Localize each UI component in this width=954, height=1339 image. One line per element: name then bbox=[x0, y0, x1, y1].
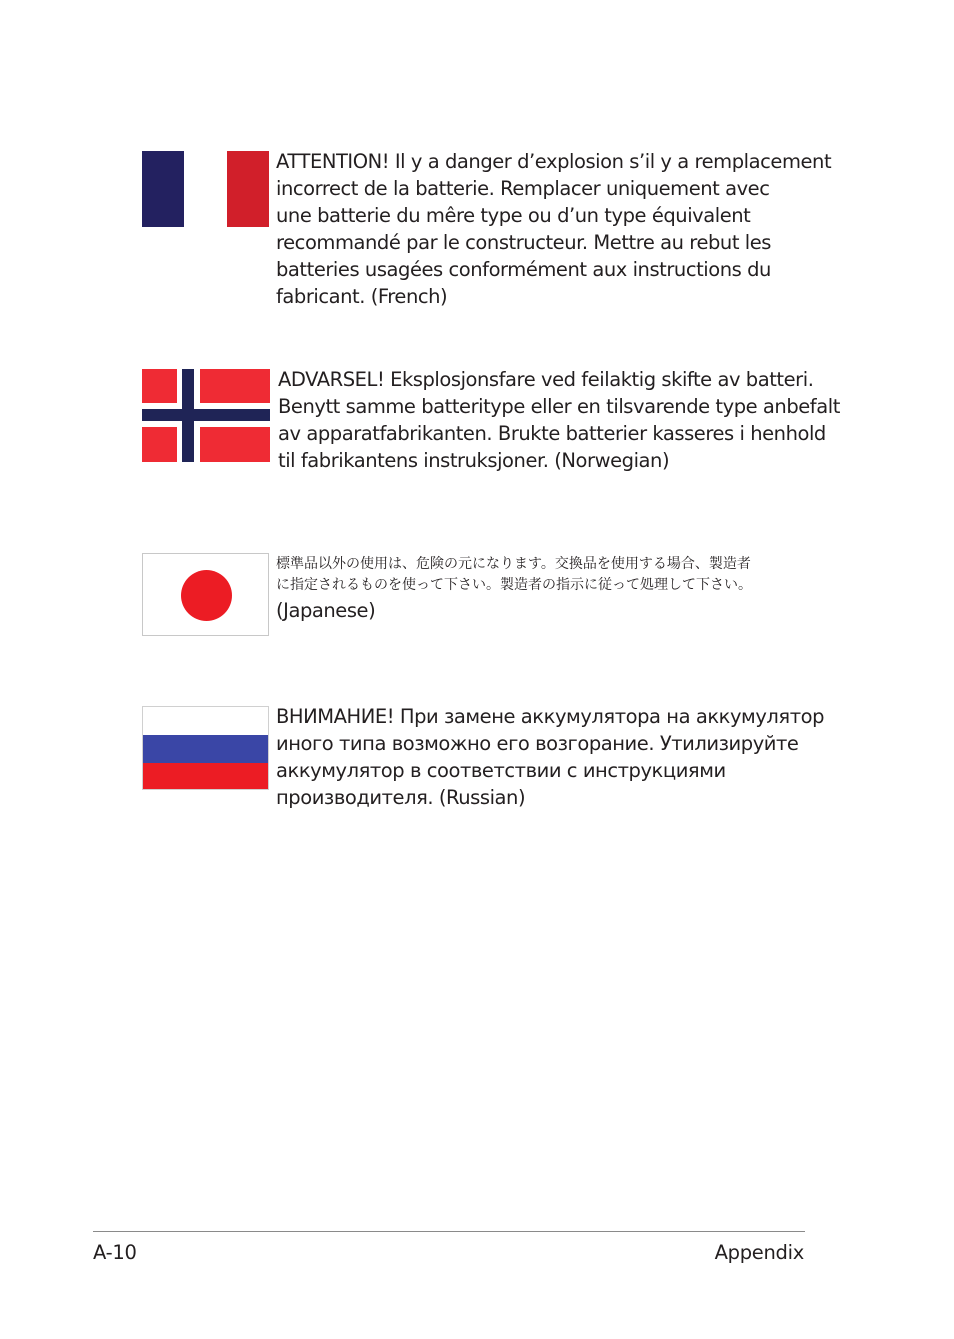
footer-divider bbox=[93, 1231, 805, 1232]
russia-flag-icon bbox=[142, 706, 269, 790]
norway-flag-icon bbox=[142, 369, 270, 462]
section-name: Appendix bbox=[714, 1241, 804, 1264]
russia-flag-white-stripe bbox=[143, 707, 268, 735]
warning-line: аккумулятор в соответствии с инструкциями bbox=[276, 759, 726, 782]
warning-line: に指定されるものを使って下さい。製造者の指示に従って処理して下さい。 bbox=[276, 577, 752, 593]
warning-line: (Japanese) bbox=[276, 599, 376, 622]
warning-line: ATTENTION! Il y a danger d’explosion s’il y a remplacement bbox=[276, 150, 832, 173]
france-flag-white-stripe bbox=[184, 151, 227, 227]
warning-block-japanese bbox=[142, 553, 812, 653]
japan-flag-red-disc bbox=[181, 570, 232, 621]
warning-text-norwegian bbox=[278, 366, 840, 474]
warning-line: Benytt samme batteritype eller en tilsvarende type anbefalt bbox=[278, 395, 840, 418]
warning-line: batteries usagées conformément aux instructions du bbox=[276, 258, 771, 281]
russia-flag-blue-stripe bbox=[143, 735, 268, 763]
warning-block-russian bbox=[142, 705, 825, 826]
japan-flag-icon bbox=[142, 553, 269, 636]
russia-flag-red-stripe bbox=[143, 763, 268, 790]
warning-line: til fabrikantens instruksjoner. (Norwegian) bbox=[278, 449, 670, 472]
norway-flag-blue-cross-horizontal bbox=[142, 409, 270, 421]
warning-text-japanese bbox=[276, 554, 752, 626]
france-flag-icon bbox=[142, 151, 269, 227]
warning-block-norwegian bbox=[142, 368, 840, 489]
warning-line: иного типа возможно его возгорание. Утилизируйте bbox=[276, 732, 799, 755]
warning-line: incorrect de la batterie. Remplacer uniquement avec bbox=[276, 177, 770, 200]
warning-line: fabricant. (French) bbox=[276, 285, 448, 308]
warning-line: производителя. (Russian) bbox=[276, 786, 526, 809]
france-flag-blue-stripe bbox=[142, 151, 184, 227]
france-flag-red-stripe bbox=[227, 151, 269, 227]
warning-line: 標準品以外の使用は、危険の元になります。交換品を使用する場合、製造者 bbox=[276, 556, 751, 572]
warning-line: ВНИМАНИЕ! При замене аккумулятора на аккумулятор bbox=[276, 705, 825, 728]
warning-block-french bbox=[142, 150, 832, 320]
warning-line: recommandé par le constructeur. Mettre au rebut les bbox=[276, 231, 771, 254]
warning-line: ADVARSEL! Eksplosjonsfare ved feilaktig skifte av batteri. bbox=[278, 368, 814, 391]
warning-line: une batterie du mêre type ou d’un type équivalent bbox=[276, 204, 751, 227]
warning-line: av apparatfabrikanten. Brukte batterier kasseres i henhold bbox=[278, 422, 826, 445]
warning-text-french bbox=[276, 148, 831, 310]
page-number: A-10 bbox=[93, 1241, 137, 1264]
warning-text-russian bbox=[276, 703, 824, 811]
